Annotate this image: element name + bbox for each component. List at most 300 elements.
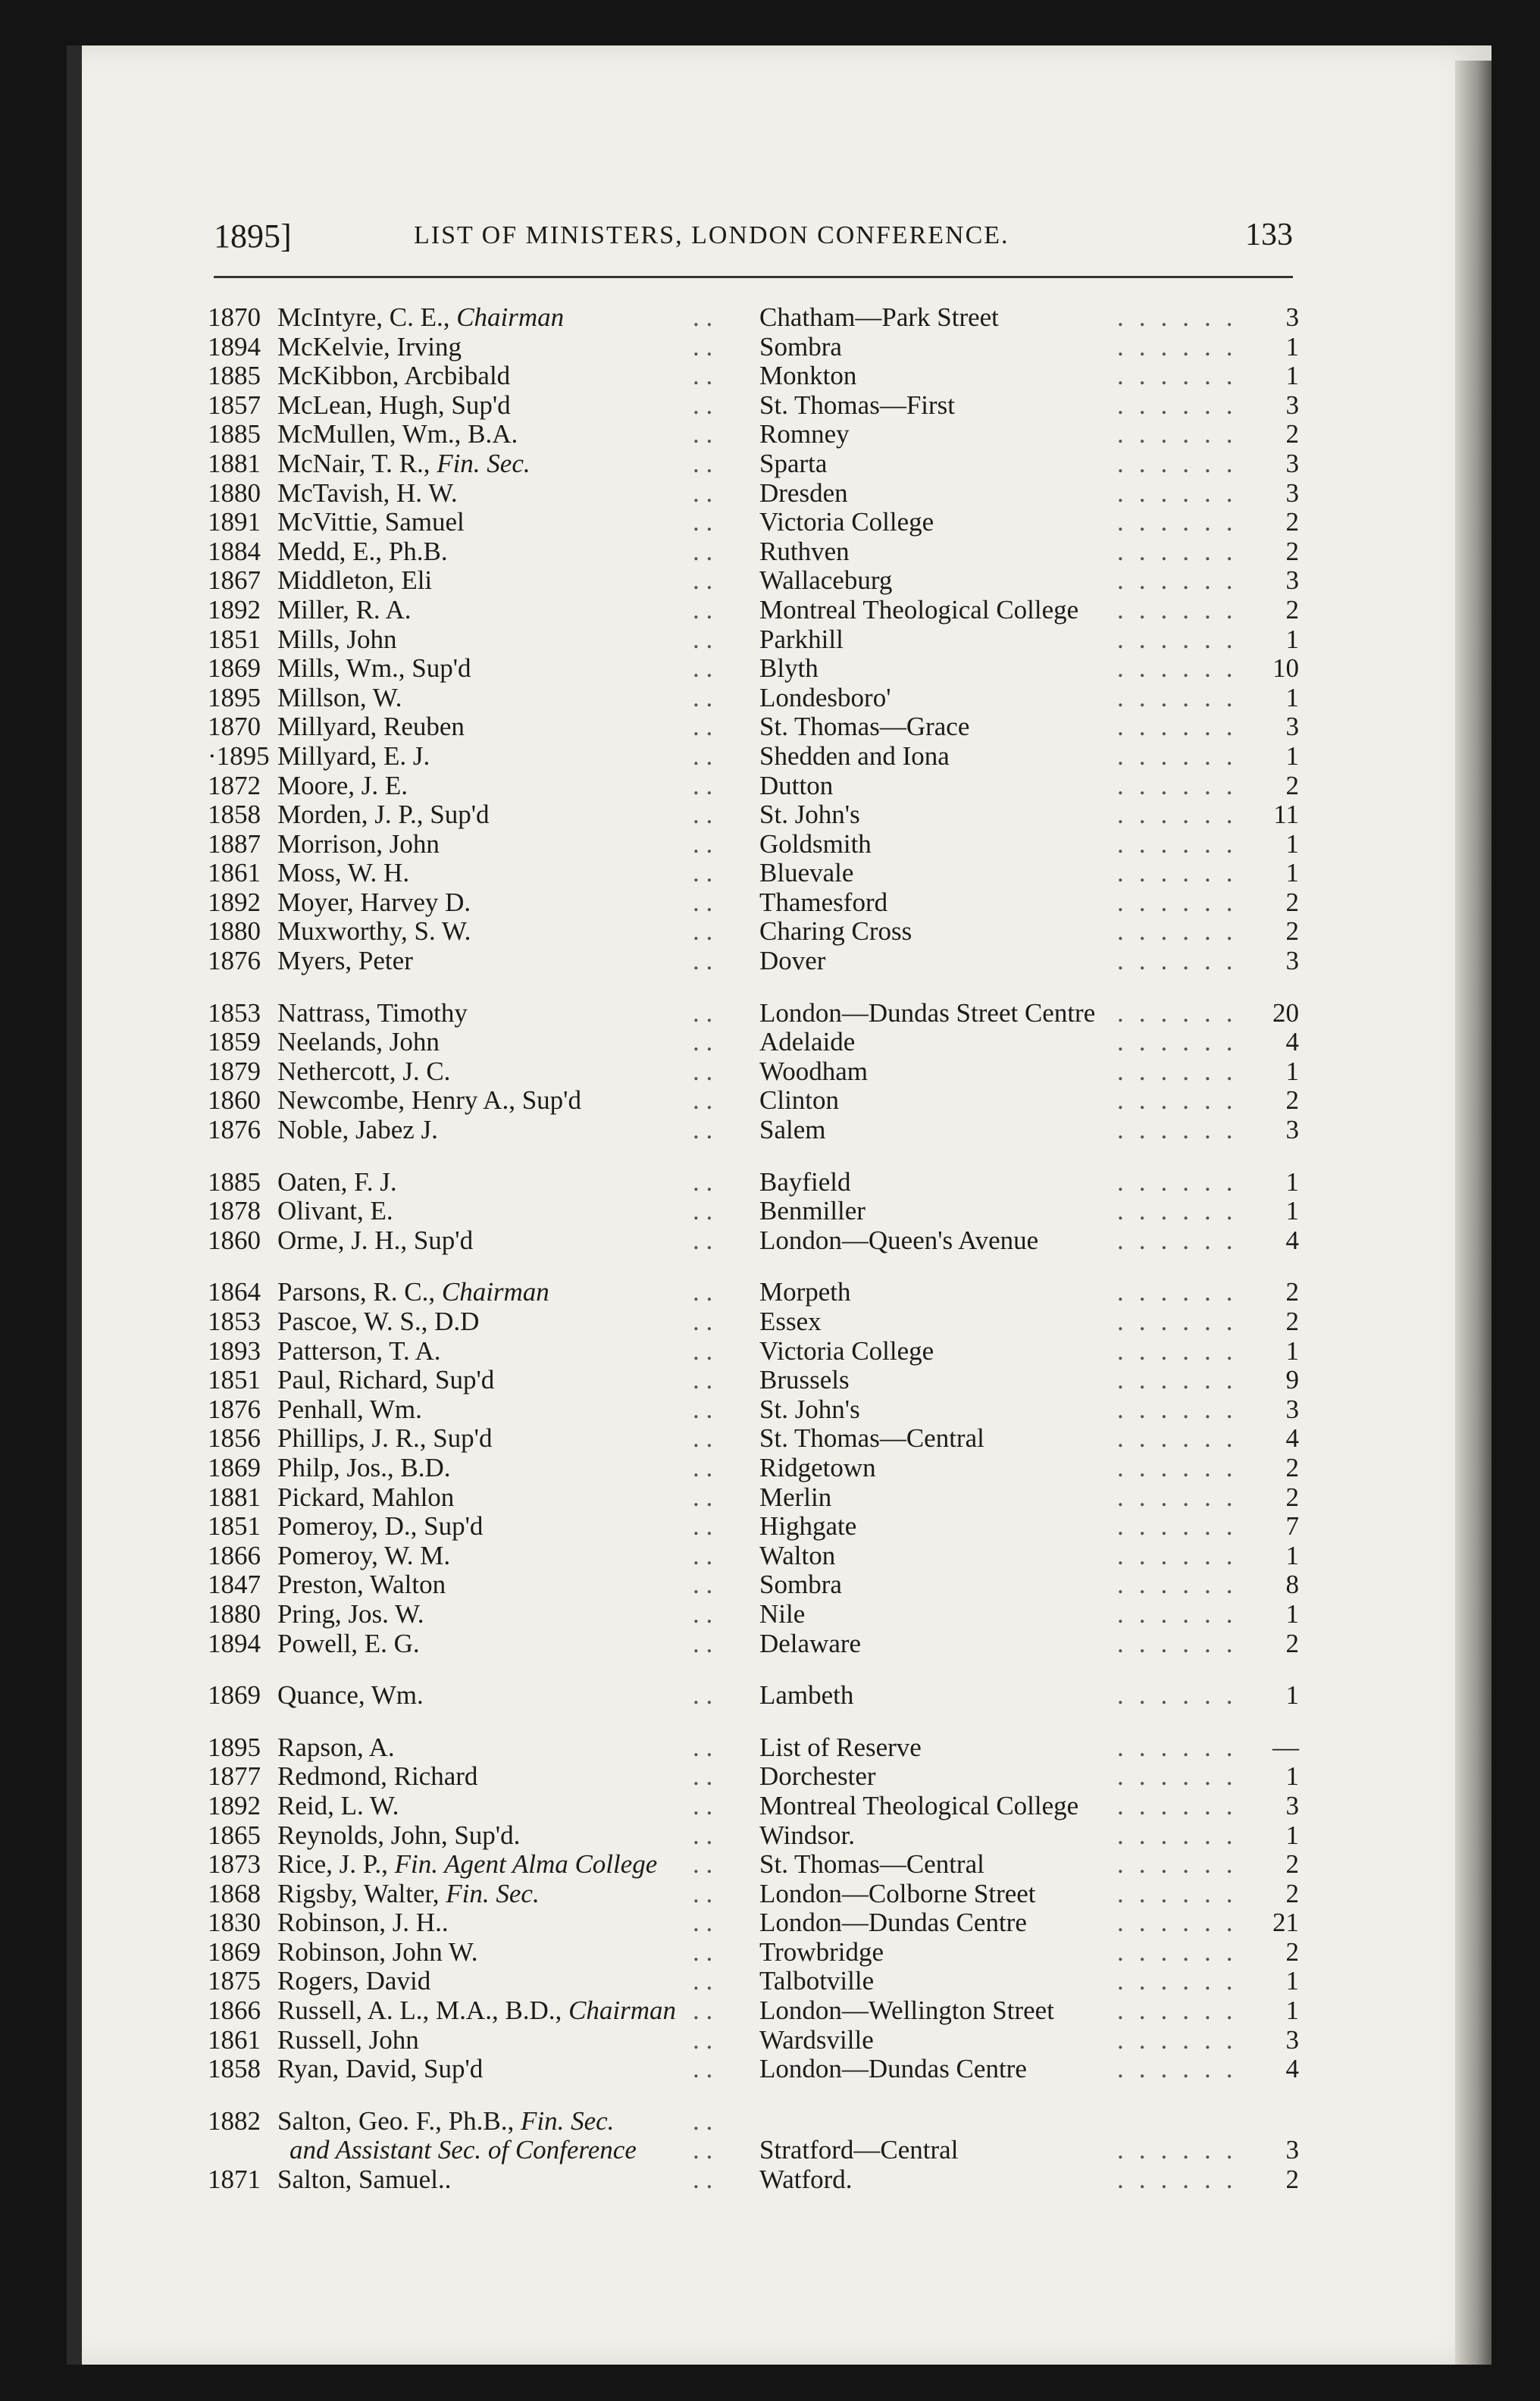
list-item xyxy=(208,1512,1299,1542)
station: Ruthven xyxy=(759,536,850,566)
list-item xyxy=(208,1307,1299,1337)
page-edge xyxy=(1455,61,1491,2365)
station: Goldsmith xyxy=(759,828,872,859)
list-item xyxy=(208,1967,1299,1996)
minister-name xyxy=(277,1792,399,1821)
leader-dots: ...... xyxy=(1117,1085,1248,1116)
entry-year: 1856 xyxy=(208,1423,261,1454)
leader-dots: . . xyxy=(693,1966,713,1996)
minister-name xyxy=(277,1086,581,1116)
station: St. Thomas—Central xyxy=(759,1849,984,1880)
minister-name-text: Millyard, E. J. xyxy=(277,740,430,771)
minister-name xyxy=(277,1733,395,1763)
years-count: 1 xyxy=(1285,1056,1299,1086)
minister-name xyxy=(277,362,510,391)
minister-name xyxy=(277,1850,657,1880)
minister-name-text: Ryan, David, Sup'd xyxy=(277,2054,484,2084)
entry-year: 1895 xyxy=(208,682,261,712)
station: St. Thomas—Central xyxy=(759,1423,984,1454)
entry-year: 1867 xyxy=(208,565,261,596)
years-count: 1 xyxy=(1285,1540,1299,1570)
minister-name-text: Salton, Geo. F., Ph.B., xyxy=(277,2105,515,2136)
leader-dots: . . xyxy=(693,390,713,420)
leader-dots: ...... xyxy=(1117,1277,1248,1307)
years-count: 2 xyxy=(1285,1482,1299,1512)
minister-name-text: Middleton, Eli xyxy=(277,565,433,596)
leader-dots: ...... xyxy=(1117,1027,1248,1057)
ministers-list xyxy=(208,303,1299,2195)
station: London—Dundas Street Centre xyxy=(759,997,1096,1028)
entry-year: 1873 xyxy=(208,1849,261,1880)
minister-name-text: Muxworthy, S. W. xyxy=(277,916,471,947)
minister-name-text: McKelvie, Irving xyxy=(277,331,462,362)
years-count: 3 xyxy=(1285,302,1299,332)
years-count: 7 xyxy=(1285,1511,1299,1542)
leader-dots: ...... xyxy=(1117,1820,1248,1850)
years-count: 3 xyxy=(1285,1790,1299,1820)
years-count: 8 xyxy=(1285,1570,1299,1600)
group-spacer xyxy=(208,1145,1299,1168)
leader-dots: . . xyxy=(693,302,713,332)
minister-name xyxy=(277,1681,424,1711)
leader-dots: ...... xyxy=(1117,2054,1248,2084)
minister-name xyxy=(277,1197,393,1226)
station: Delaware xyxy=(759,1628,862,1658)
page-title: LIST OF MINISTERS, LONDON CONFERENCE. xyxy=(414,221,1009,249)
station: Montreal Theological College xyxy=(759,1790,1079,1820)
years-count: 2 xyxy=(1285,1849,1299,1880)
entry-year: 1864 xyxy=(208,1277,261,1307)
years-count: 3 xyxy=(1285,712,1299,742)
minister-name xyxy=(277,1600,424,1629)
station: Chatham—Park Street xyxy=(759,302,999,332)
leader-dots: . . xyxy=(693,1115,713,1145)
minister-role: Fin. Sec. xyxy=(446,1878,540,1908)
minister-name xyxy=(277,684,402,713)
years-count: 2 xyxy=(1285,1452,1299,1482)
station: London—Queen's Avenue xyxy=(759,1225,1039,1255)
leader-dots: . . xyxy=(693,1540,713,1570)
entry-year: 1880 xyxy=(208,916,261,947)
minister-name-text: Quance, Wm. xyxy=(277,1680,424,1711)
entry-year: 1851 xyxy=(208,1365,261,1395)
minister-name-text: McTavish, H. W. xyxy=(277,477,458,508)
entry-year: 1876 xyxy=(208,1394,261,1424)
leader-dots: ...... xyxy=(1117,1394,1248,1424)
minister-name xyxy=(277,1512,483,1542)
list-item xyxy=(208,1197,1299,1226)
minister-name xyxy=(277,596,412,625)
leader-dots: . . xyxy=(693,1056,713,1086)
minister-name xyxy=(277,1629,420,1659)
minister-name xyxy=(277,449,531,479)
years-count: 2 xyxy=(1285,1878,1299,1908)
leader-dots: ...... xyxy=(1117,1423,1248,1454)
leader-dots: . . xyxy=(693,682,713,712)
station: Talbotville xyxy=(759,1966,875,1996)
leader-dots: . . xyxy=(693,770,713,800)
group-spacer xyxy=(208,1711,1299,1733)
entry-year: 1872 xyxy=(208,770,261,800)
minister-name xyxy=(277,1337,441,1366)
minister-name-text: Mills, Wm., Sup'd xyxy=(277,653,471,684)
minister-name-text: Olivant, E. xyxy=(277,1196,393,1226)
list-item xyxy=(208,362,1299,391)
role-continuation: and Assistant Sec. of Conference xyxy=(290,2135,637,2165)
header-rule xyxy=(214,276,1293,278)
years-count: 1 xyxy=(1285,1166,1299,1197)
list-item xyxy=(208,742,1299,772)
minister-name xyxy=(277,917,471,947)
minister-name-text: Noble, Jabez J. xyxy=(277,1115,438,1145)
list-item xyxy=(208,1116,1299,1145)
leader-dots: . . xyxy=(693,1307,713,1336)
list-item xyxy=(208,999,1299,1028)
leader-dots: . . xyxy=(693,361,713,391)
leader-dots: . . xyxy=(693,1680,713,1711)
minister-name-text: Preston, Walton xyxy=(277,1570,446,1600)
entry-year: 1851 xyxy=(208,1511,261,1542)
minister-name xyxy=(277,772,408,801)
years-count: 1 xyxy=(1285,740,1299,771)
minister-role: Fin. Sec. xyxy=(437,448,531,478)
leader-dots: ...... xyxy=(1117,2135,1248,2165)
entry-year: 1861 xyxy=(208,858,261,888)
leader-dots: . . xyxy=(693,1761,713,1792)
leader-dots: ...... xyxy=(1117,1966,1248,1996)
minister-name xyxy=(277,1938,478,1967)
minister-name-text: Orme, J. H., Sup'd xyxy=(277,1225,474,1255)
years-count: 2 xyxy=(1285,594,1299,625)
years-count: — xyxy=(1272,1732,1299,1762)
minister-name xyxy=(277,420,518,449)
leader-dots: . . xyxy=(693,1570,713,1600)
entry-year: 1885 xyxy=(208,419,261,449)
minister-name xyxy=(277,333,462,362)
entry-year: 1866 xyxy=(208,1996,261,2026)
list-item xyxy=(208,1629,1299,1659)
leader-dots: ...... xyxy=(1117,712,1248,742)
list-item xyxy=(208,1057,1299,1087)
leader-dots: ...... xyxy=(1117,1790,1248,1820)
minister-name xyxy=(277,1967,430,1996)
minister-name xyxy=(277,859,409,888)
minister-name xyxy=(277,1542,450,1571)
list-item xyxy=(208,800,1299,830)
minister-name-text: Rogers, David xyxy=(277,1966,431,1996)
leader-dots: . . xyxy=(693,1732,713,1762)
leader-dots: . . xyxy=(693,477,713,508)
leader-dots: ...... xyxy=(1117,1878,1248,1908)
minister-name xyxy=(277,508,465,537)
list-item xyxy=(208,1792,1299,1821)
station: Benmiller xyxy=(759,1196,865,1226)
minister-name-text: Russell, A. L., M.A., B.D., xyxy=(277,1996,562,2026)
minister-name xyxy=(277,1424,492,1454)
minister-name xyxy=(277,1454,451,1483)
list-item xyxy=(208,1681,1299,1711)
minister-name-text: Redmond, Richard xyxy=(277,1761,478,1792)
minister-name-text: Pring, Jos. W. xyxy=(277,1598,424,1629)
minister-name xyxy=(277,2026,419,2055)
minister-name-text: Reynolds, John, Sup'd. xyxy=(277,1820,521,1850)
leader-dots: . . xyxy=(693,448,713,478)
station: Salem xyxy=(759,1115,826,1145)
years-count: 11 xyxy=(1273,800,1299,830)
station: Essex xyxy=(759,1307,822,1336)
leader-dots: ...... xyxy=(1117,1115,1248,1145)
entry-year: 1869 xyxy=(208,1680,261,1711)
station: Adelaide xyxy=(759,1027,856,1057)
years-count: 2 xyxy=(1285,1628,1299,1658)
leader-dots: . . xyxy=(693,331,713,362)
leader-dots: . . xyxy=(693,1225,713,1255)
leader-dots: ...... xyxy=(1117,682,1248,712)
entry-year: 1895 xyxy=(208,1732,261,1762)
minister-name xyxy=(277,537,448,567)
years-count: 2 xyxy=(1285,507,1299,537)
station: St. Thomas—First xyxy=(759,390,956,420)
minister-role: Chairman xyxy=(568,1996,677,2026)
station: St. John's xyxy=(759,800,860,830)
minister-name xyxy=(277,479,458,509)
leader-dots: ...... xyxy=(1117,1598,1248,1629)
minister-name-text: Miller, R. A. xyxy=(277,594,412,625)
list-item xyxy=(208,1570,1299,1600)
entry-year: 1870 xyxy=(208,302,261,332)
minister-name xyxy=(277,888,471,918)
minister-name-text: Russell, John xyxy=(277,2024,419,2055)
years-count: 3 xyxy=(1285,946,1299,976)
entry-year: 1858 xyxy=(208,2054,261,2084)
minister-name-text: Pomeroy, W. M. xyxy=(277,1540,451,1570)
book-spine xyxy=(67,45,82,2365)
leader-dots: . . xyxy=(693,1482,713,1512)
station: Victoria College xyxy=(759,507,934,537)
leader-dots: ...... xyxy=(1117,997,1248,1028)
leader-dots: . . xyxy=(693,858,713,888)
minister-name-text: Millson, W. xyxy=(277,682,402,712)
list-item xyxy=(208,654,1299,684)
entry-year: 1858 xyxy=(208,800,261,830)
years-count: 3 xyxy=(1285,2135,1299,2165)
list-item xyxy=(208,1542,1299,1571)
minister-name-text: McVittie, Samuel xyxy=(277,507,465,537)
station: Charing Cross xyxy=(759,916,912,947)
years-count: 1 xyxy=(1285,858,1299,888)
list-item xyxy=(208,1600,1299,1629)
list-item xyxy=(208,566,1299,596)
station: Blyth xyxy=(759,653,819,684)
list-item xyxy=(208,888,1299,918)
station: St. John's xyxy=(759,1394,860,1424)
list-item xyxy=(208,712,1299,742)
minister-name xyxy=(277,1762,477,1792)
minister-name xyxy=(277,1366,494,1395)
entry-year: 1853 xyxy=(208,997,261,1028)
years-count: 2 xyxy=(1285,1936,1299,1967)
entry-year: 1869 xyxy=(208,1936,261,1967)
entry-year: 1853 xyxy=(208,1307,261,1336)
station: Parkhill xyxy=(759,624,844,654)
leader-dots: ...... xyxy=(1117,653,1248,684)
years-count: 4 xyxy=(1285,1423,1299,1454)
minister-name-text: Mills, John xyxy=(277,624,397,654)
minister-name xyxy=(277,1226,473,1256)
list-item xyxy=(208,303,1299,333)
list-item xyxy=(208,684,1299,713)
leader-dots: . . xyxy=(693,2165,713,2195)
leader-dots: ...... xyxy=(1117,565,1248,596)
leader-dots: ...... xyxy=(1117,594,1248,625)
station: Walton xyxy=(759,1540,836,1570)
years-count: 4 xyxy=(1285,1027,1299,1057)
entry-year: 1876 xyxy=(208,1115,261,1145)
entry-year: 1878 xyxy=(208,1196,261,1226)
minister-name xyxy=(277,947,413,976)
leader-dots: ...... xyxy=(1117,887,1248,917)
leader-dots: ...... xyxy=(1117,302,1248,332)
leader-dots: ...... xyxy=(1117,1482,1248,1512)
list-item xyxy=(208,2055,1299,2084)
years-count: 2 xyxy=(1285,419,1299,449)
minister-name-text: Pascoe, W. S., D.D xyxy=(277,1307,480,1336)
station: Wallaceburg xyxy=(759,565,893,596)
station: Londesboro' xyxy=(759,682,891,712)
entry-year: 1861 xyxy=(208,2024,261,2055)
list-item xyxy=(208,508,1299,537)
years-count: 1 xyxy=(1285,682,1299,712)
leader-dots: ...... xyxy=(1117,507,1248,537)
minister-name-text: Myers, Peter xyxy=(277,946,413,976)
minister-name-text: Moyer, Harvey D. xyxy=(277,887,471,917)
leader-dots: . . xyxy=(693,887,713,917)
minister-role: Fin. Sec. xyxy=(520,2105,615,2136)
list-item xyxy=(208,1226,1299,1256)
list-item xyxy=(208,1366,1299,1395)
minister-name-text: Moss, W. H. xyxy=(277,858,410,888)
list-item xyxy=(208,1454,1299,1483)
leader-dots: . . xyxy=(693,1878,713,1908)
list-item xyxy=(208,625,1299,655)
entry-year: ·1895 xyxy=(208,740,270,771)
leader-dots: ...... xyxy=(1117,2024,1248,2055)
years-count: 21 xyxy=(1272,1908,1299,1938)
minister-name xyxy=(277,800,490,830)
minister-name xyxy=(277,566,432,596)
list-item-continuation xyxy=(208,2136,1299,2165)
minister-name-text: Rigsby, Walter, xyxy=(277,1878,440,1908)
station: Trowbridge xyxy=(759,1936,884,1967)
leader-dots: . . xyxy=(693,1820,713,1850)
years-count: 1 xyxy=(1285,1598,1299,1629)
list-item xyxy=(208,537,1299,567)
leader-dots: . . xyxy=(693,2024,713,2055)
entry-year: 1887 xyxy=(208,828,261,859)
minister-name xyxy=(277,1307,479,1337)
station: London—Dundas Centre xyxy=(759,2054,1027,2084)
list-item xyxy=(208,2107,1299,2136)
entry-year: 1880 xyxy=(208,1598,261,1629)
leader-dots: . . xyxy=(693,1335,713,1366)
leader-dots: ...... xyxy=(1117,828,1248,859)
entry-year: 1859 xyxy=(208,1027,261,1057)
leader-dots: . . xyxy=(693,1908,713,1938)
minister-name-text: Neelands, John xyxy=(277,1027,440,1057)
minister-name xyxy=(277,1821,520,1851)
station: Clinton xyxy=(759,1085,840,1116)
entry-year: 1892 xyxy=(208,1790,261,1820)
leader-dots: ...... xyxy=(1117,331,1248,362)
list-item xyxy=(208,596,1299,625)
years-count: 2 xyxy=(1285,1307,1299,1336)
entry-year: 1885 xyxy=(208,361,261,391)
minister-name xyxy=(277,1570,446,1600)
entry-year: 1869 xyxy=(208,1452,261,1482)
list-item xyxy=(208,1337,1299,1366)
minister-name-text: Medd, E., Ph.B. xyxy=(277,536,448,566)
station: Monkton xyxy=(759,361,857,391)
minister-name-text: Nattrass, Timothy xyxy=(277,997,468,1028)
leader-dots: . . xyxy=(693,946,713,976)
leader-dots: . . xyxy=(693,1452,713,1482)
station: London—Colborne Street xyxy=(759,1878,1036,1908)
list-item xyxy=(208,947,1299,976)
leader-dots: . . xyxy=(693,1849,713,1880)
leader-dots: ...... xyxy=(1117,1628,1248,1658)
minister-name xyxy=(277,1028,440,1057)
years-count: 10 xyxy=(1272,653,1299,684)
years-count: 1 xyxy=(1285,331,1299,362)
leader-dots: ...... xyxy=(1117,916,1248,947)
leader-dots: . . xyxy=(693,1511,713,1542)
leader-dots: . . xyxy=(693,1598,713,1629)
entry-year: 1881 xyxy=(208,448,261,478)
list-item xyxy=(208,479,1299,509)
minister-name-text: Rapson, A. xyxy=(277,1732,395,1762)
station: London—Wellington Street xyxy=(759,1996,1054,2026)
leader-dots: ...... xyxy=(1117,770,1248,800)
entry-year: 1866 xyxy=(208,1540,261,1570)
minister-name xyxy=(277,999,468,1028)
entry-year: 1881 xyxy=(208,1482,261,1512)
minister-role: Chairman xyxy=(441,1277,549,1307)
leader-dots: ...... xyxy=(1117,1570,1248,1600)
station: Merlin xyxy=(759,1482,832,1512)
leader-dots: ...... xyxy=(1117,477,1248,508)
leader-dots: . . xyxy=(693,565,713,596)
minister-name xyxy=(277,2165,451,2195)
leader-dots: ...... xyxy=(1117,1452,1248,1482)
entry-year: 1857 xyxy=(208,390,261,420)
entry-year: 1870 xyxy=(208,712,261,742)
entry-year: 1871 xyxy=(208,2165,261,2195)
years-count: 1 xyxy=(1285,1996,1299,2026)
years-count: 1 xyxy=(1285,1335,1299,1366)
years-count: 2 xyxy=(1285,2165,1299,2195)
leader-dots: . . xyxy=(693,1166,713,1197)
list-item xyxy=(208,1424,1299,1454)
leader-dots: . . xyxy=(693,712,713,742)
station: Montreal Theological College xyxy=(759,594,1079,625)
station: Victoria College xyxy=(759,1335,934,1366)
minister-name-text: Powell, E. G. xyxy=(277,1628,420,1658)
list-item xyxy=(208,1086,1299,1116)
leader-dots: . . xyxy=(693,1936,713,1967)
entry-year: 1869 xyxy=(208,653,261,684)
leader-dots: ...... xyxy=(1117,800,1248,830)
station: Dover xyxy=(759,946,826,976)
